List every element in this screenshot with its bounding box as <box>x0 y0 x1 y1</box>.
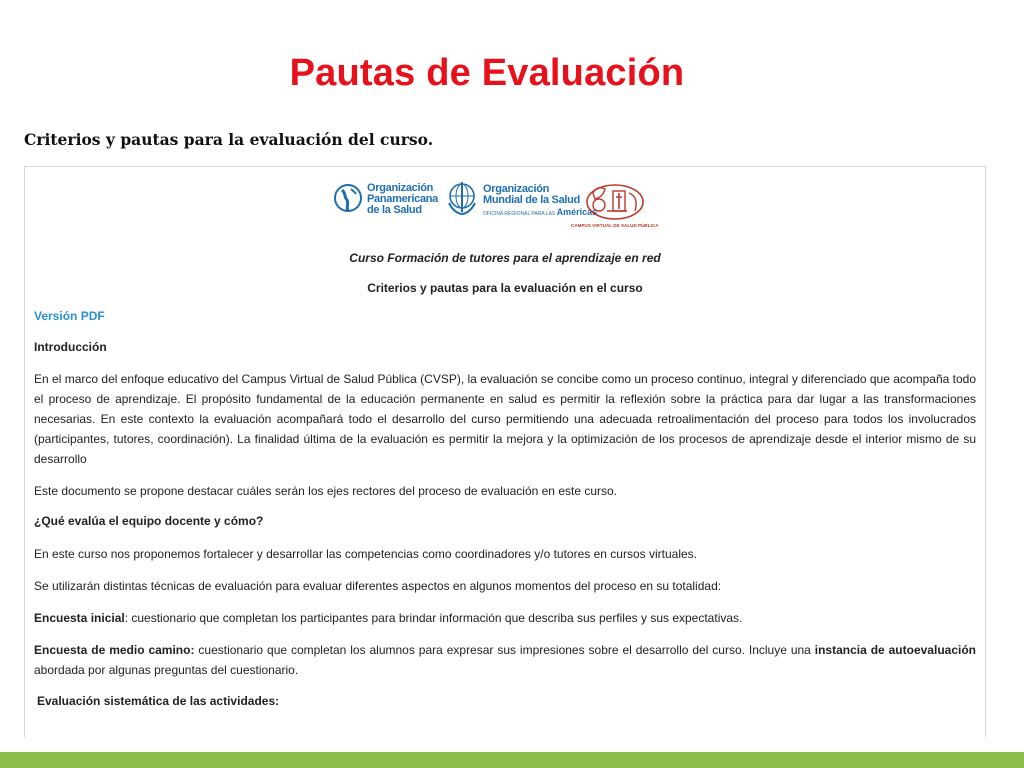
ops-logo-line1: Organización <box>367 182 434 194</box>
cvsp-logo-caption: CAMPUS VIRTUAL DE SALUD PÚBLICA <box>571 223 659 228</box>
course-title: Curso Formación de tutores para el aprendizaje en red <box>349 251 661 265</box>
cvsp-logo <box>571 181 658 228</box>
bottom-accent-bar <box>0 752 1024 768</box>
oms-logo-sub-small: OFICINA REGIONAL PARA LAS <box>483 211 556 217</box>
pdf-version-link[interactable]: Versión PDF <box>34 309 105 323</box>
oms-logo-line1: Organización <box>483 183 550 195</box>
competencies-paragraph: En este curso nos proponemos fortalecer y desarrollar las competencias como coordinadores y/o tutores en cursos virtuales. <box>34 547 697 561</box>
cvsp-emblem-icon <box>583 181 647 221</box>
document-frame[interactable] <box>24 166 986 737</box>
question-heading: ¿Qué evalúa el equipo docente y cómo? <box>34 514 264 528</box>
oms-logo-sub-big: Américas <box>556 207 598 217</box>
systematic-heading: Evaluación sistemática de las actividades: <box>37 694 280 708</box>
purpose-paragraph: Este documento se propone destacar cuáles serán los ejes rectores del proceso de evaluación en este curso. <box>34 484 618 498</box>
ops-logo-line2: Panamericana <box>367 193 438 205</box>
survey-initial-text: : cuestionario que completan los participantes para brindar información que describa sus perfiles y sus expectativas. <box>124 611 743 625</box>
survey-initial-paragraph <box>34 608 976 628</box>
globe-icon <box>333 181 363 217</box>
ops-logo-line3: de la Salud <box>367 204 422 216</box>
criteria-title: Criterios y pautas para la evaluación en el curso <box>367 281 643 295</box>
logo-row <box>25 181 985 243</box>
slide-title: Pautas de Evaluación <box>289 52 685 94</box>
who-emblem-icon <box>445 181 479 217</box>
survey-mid-paragraph <box>34 640 976 680</box>
intro-heading: Introducción <box>34 340 107 354</box>
survey-mid-text-1: cuestionario que completan los alumnos para expresar sus impresiones sobre el desarrollo del curso. Incluye una <box>194 643 815 657</box>
survey-mid-bold: instancia de autoevaluación <box>814 643 976 657</box>
ops-logo <box>333 181 438 217</box>
survey-mid-text-2: abordada por algunas preguntas del cuestionario. <box>34 663 299 677</box>
techniques-paragraph: Se utilizarán distintas técnicas de evaluación para evaluar diferentes aspectos en algunos momentos del proceso en su totalidad: <box>34 579 722 593</box>
intro-paragraph: En el marco del enfoque educativo del Campus Virtual de Salud Pública (CVSP), la evaluación se concibe como un proceso continuo, integral y diferenciado que acompaña todo el proceso de aprendizaje. El propósito fundamental de la educación permanente en salud es permitir la reflexión sobre la práctica para dar lugar a las transformaciones necesarias. En este contexto la evaluación acompañará todo el desarrollo del curso permitiendo una adecuada retroalimentación del proceso para todos los involucrados (participantes, tutores, coordinación). La finalidad última de la evaluación es permitir la mejora y la optimización de los procesos de aprendizaje desde el interior mismo de su desarrollo <box>34 372 976 466</box>
survey-initial-label: Encuesta inicial <box>34 611 125 625</box>
section-heading: Criterios y pautas para la evaluación del curso. <box>24 130 434 149</box>
survey-mid-label: Encuesta de medio camino: <box>34 643 195 657</box>
oms-logo-line2: Mundial de la Salud <box>483 194 580 206</box>
